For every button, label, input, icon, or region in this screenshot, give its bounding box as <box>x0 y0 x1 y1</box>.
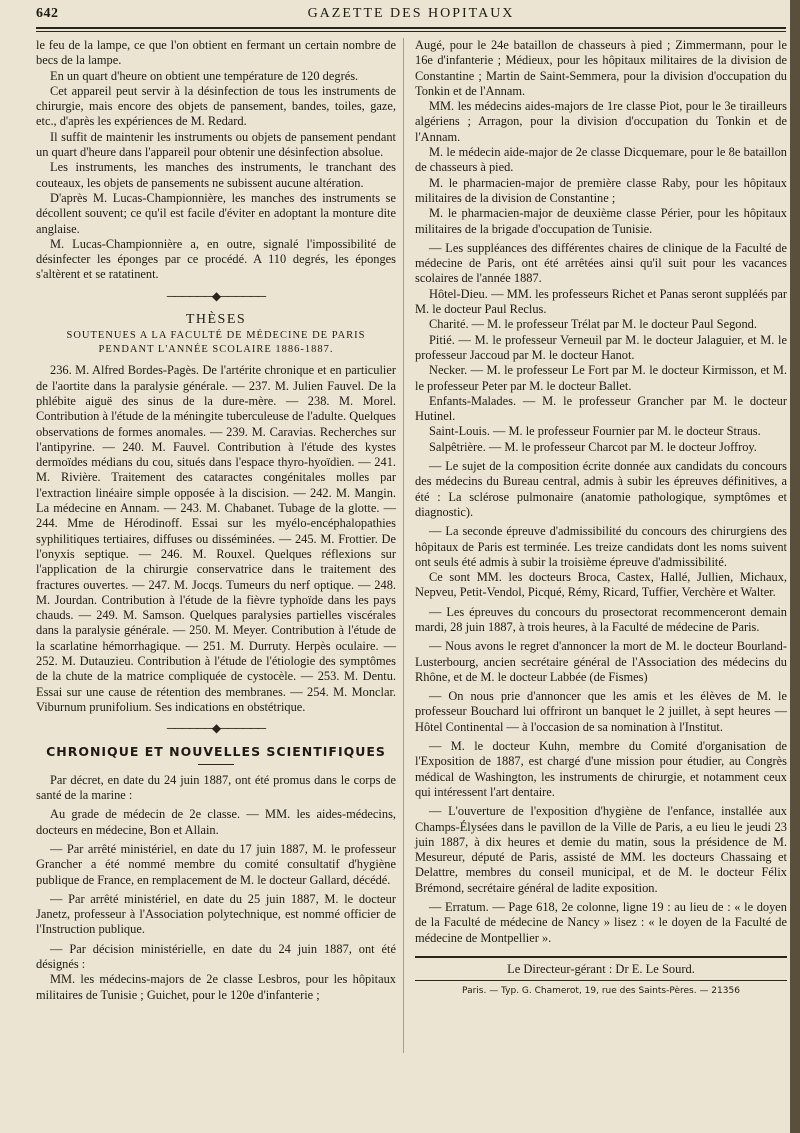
paragraph: Cet appareil peut servir à la désinfection de tous les instruments de chirurgie, mais encore des objets de pansement, bandes, toiles, gaze, etc., d'après les expériences de M. Redard. <box>36 83 396 129</box>
paragraph: Augé, pour le 24e bataillon de chasseurs à pied ; Zimmermann, pour le 16e d'infanterie ; Médieux, pour les hôpitaux militaires de la division de Constantine ; Martin de Saint-Semmera, pour la division d'occupation du Tonkin et de l'Annam. <box>415 38 787 98</box>
left-column <box>36 38 396 1003</box>
paragraph: M. le pharmacien-major de première classe Raby, pour les hôpitaux militaires de la division de Constantine ; <box>415 175 787 205</box>
paragraph: D'après M. Lucas-Championnière, les manches des instruments se décollent souvent; ce qu'il est facile d'éviter en adoptant la monture dite anglaise. <box>36 190 396 236</box>
paragraph: Pitié. — M. le professeur Verneuil par M. le docteur Jalaguier, et M. le professeur Jaccoud par M. le docteur Hanot. <box>415 332 787 362</box>
theses-subheading <box>36 329 396 357</box>
paragraph: — Les épreuves du concours du prosectorat recommenceront demain mardi, 28 juin 1887, à trois heures, à la Faculté de médecine de Paris. <box>415 604 787 634</box>
page-header <box>36 4 786 26</box>
page-edge <box>790 0 800 1133</box>
paragraph: MM. les médecins aides-majors de 1re classe Piot, pour le 3e tirailleurs algériens ; Arragon, pour la division d'occupation du Tonkin et de l'Annam. <box>415 99 787 144</box>
paragraph: — Par décision ministérielle, en date du 24 juin 1887, ont été désignés : <box>36 941 396 972</box>
printer-line: Paris. — Typ. G. Chamerot, 19, rue des Saints-Pères. — 21356 <box>415 980 787 999</box>
paragraph: Les instruments, les manches des instruments, le tranchant des couteaux, les objets de pansements ne subissent aucune altération. <box>36 160 396 190</box>
paragraph: Necker. — M. le professeur Le Fort par M. le docteur Kirmisson, et M. le professeur Peter par M. le docteur Ballet. <box>415 363 787 393</box>
short-rule <box>198 764 234 765</box>
ornament-separator: ──────◆────── <box>166 288 266 303</box>
paragraph: Par décret, en date du 24 juin 1887, ont été promus dans le corps de santé de la marine : <box>36 772 396 803</box>
header-rule-thin <box>36 31 786 32</box>
paragraph: — Erratum. — Page 618, 2e colonne, ligne 19 : au lieu de : « le doyen de la Faculté de médecine de Nancy » lisez : « le doyen de la Faculté de médecine de Montpellier ». <box>415 900 787 945</box>
paragraph: Ce sont MM. les docteurs Broca, Castex, Hallé, Jullien, Michaux, Nepveu, Petit-Vendol, Picqué, Rémy, Ricard, Tuffier, Verchère et Walter. <box>415 570 787 600</box>
paragraph: En un quart d'heure on obtient une température de 120 degrés. <box>50 68 359 83</box>
paragraph: — La seconde épreuve d'admissibilité du concours des chirurgiens des hôpitaux de Paris est terminée. Les treize candidats dont les noms suivent ont seuls été admis à subir la troisième épreuve d'admissibilité. <box>415 524 787 569</box>
paragraph: M. Lucas-Championnière a, en outre, signalé l'impossibilité de désinfecter les éponges par ce procédé. A 110 degrés, les éponges s'altèrent et se ratatinent. <box>36 236 396 282</box>
paragraph: — Par arrêté ministériel, en date du 25 juin 1887, M. le docteur Janetz, professeur à l'Association polytechnique, est nommé officier de l'Instruction publique. <box>36 891 396 937</box>
paragraph: — L'ouverture de l'exposition d'hygiène de l'enfance, installée aux Champs-Élysées dans le pavillon de la Ville de Paris, a eu lieu le jeudi 23 juin 1887, à dix heures et demie du matin, sous la présidence de M. Mesureur, député de Paris, assisté de MM. les docteurs Chassaing et Delattre, membres du conseil municipal, et de M. le docteur Félix Brémond, secrétaire général de ladite exposition. <box>415 804 787 895</box>
theses-subheading-line2: PENDANT L'ANNÉE SCOLAIRE 1886-1887. <box>98 344 334 356</box>
paragraph: Au grade de médecin de 2e classe. — MM. les aides-médecins, docteurs en médecine, Bon et Allain. <box>36 807 396 837</box>
column-divider <box>403 38 404 1053</box>
theses-subheading-line1: SOUTENUES A LA FACULTÉ DE MÉDECINE DE PARIS <box>66 330 366 342</box>
running-title: GAZETTE DES HOPITAUX <box>307 6 515 21</box>
header-rule-thick <box>36 27 786 29</box>
paragraph: Il suffit de maintenir les instruments ou objets de pansement pendant un quart d'heure dans l'appareil pour obtenir une désinfection absolue. <box>36 129 396 160</box>
paragraph: — On nous prie d'annoncer que les amis et les élèves de M. le professeur Bouchard lui offriront un banquet le 2 juillet, à sept heures — Hôtel Continental — à l'occasion de sa nomination à l'Institut. <box>415 689 787 734</box>
director-line: Le Directeur-gérant : Dr E. Le Sourd. <box>507 961 695 976</box>
paragraph: — M. le docteur Kuhn, membre du Comité d'organisation de l'Exposition de 1887, est chargé d'une mission pour étudier, au Congrès médical de Washington, les instruments de chirurgie, et notamment ceux qui intéressent l'art dentaire. <box>415 739 787 799</box>
paragraph: MM. les médecins-majors de 2e classe Lesbros, pour les hôpitaux militaires de Tunisie ; Guichet, pour le 120e d'infanterie ; <box>36 972 396 1002</box>
paragraph: M. le médecin aide-major de 2e classe Dicquemare, pour le 8e bataillon de chasseurs à pied. <box>415 145 787 175</box>
right-column <box>415 38 787 1000</box>
paragraph: Charité. — M. le professeur Trélat par M. le docteur Paul Segond. <box>429 317 757 332</box>
ornament-separator: ──────◆────── <box>166 721 266 736</box>
paragraph: Hôtel-Dieu. — MM. les professeurs Richet et Panas seront suppléés par M. le docteur Paul Reclus. <box>415 286 787 317</box>
paragraph: le feu de la lampe, ce que l'on obtient en fermant un certain nombre de becs de la lampe. <box>36 38 396 68</box>
paragraph: — Le sujet de la composition écrite donnée aux candidats du concours des médecins du Bureau central, admis à subir les épreuves définitives, a été : La sclérose pulmonaire (anatomie pathologique, symptômes et diagnostic). <box>415 459 787 519</box>
paragraph: — Les suppléances des différentes chaires de clinique de la Faculté de médecine de Paris, ont été arrêtées ainsi qu'il suit pour les vacances scolaires de l'année 1887. <box>415 240 787 286</box>
footer-rule <box>415 956 787 958</box>
paragraph: Saint-Louis. — M. le professeur Fournier par M. le docteur Straus. <box>429 424 761 439</box>
paragraph: — Par arrêté ministériel, en date du 17 juin 1887, M. le professeur Grancher a été nommé membre du comité consultatif d'hygiène publique de France, en remplacement de M. le docteur Gallard, décédé. <box>36 841 396 887</box>
page-number: 642 <box>36 6 59 21</box>
theses-heading: THÈSES <box>185 312 247 328</box>
paragraph: Salpêtrière. — M. le professeur Charcot par M. le docteur Joffroy. <box>429 439 757 454</box>
theses-list: 236. M. Alfred Bordes-Pagès. De l'artérite chronique et en particulier de l'aortite dans la paralysie générale. — 237. M. Julien Fauvel. De la phlébite aiguë des sinus de la dure-mère. — 238. M. Morel. Contribution à l'étude de la méningite tuberculeuse de l'adulte. Quelques observations de formes anomales. — 239. M. Caravias. Recherches sur l'antipyrine. — 240. M. Fauvel. Contribution à l'étude des kystes dermoïdes médians du cou, situés dans l'espace thyro-hyoïdien. — 241. M. Rivière. Traitement des cataractes congénitales molles par l'extraction linéaire simple opposée à la discision. — 242. M. Mangin. La médecine en Annam. — 243. M. Chabanet. Tubage de la glotte. — 244. Mme de Hérodinoff. Essai sur les myélo-encéphalopathies syphilitiques tertiaires, diffuses ou disséminées. — 245. M. Frottier. De l'onyxis septique. — 246. M. Rouxel. Quelques réflexions sur l'application de la chirurgie conservatrice dans le traitement des fractures ouvertes. — 247. M. Jocqs. Tumeurs du nerf optique. — 248. M. Jourdan. Contribution à l'étude de la fièvre typhoïde dans les pays chauds. — 249. M. Samson. Quelques paralysies partielles viscérales dans la paralysie générale. — 250. M. Meyer. Contribution à l'étude de la scarlatine hémorrhagique. — 251. M. Durruty. Herpès oculaire. — 252. M. Dutauzieu. Contribution à l'étude de l'étiologie des symptômes de la chute de la matrice compliquée de cystocèle. — 253. M. Dentu. Essai sur une cause de rétention des membranes. — 254. M. Monclar. Viburnum prunifolium. Ses indications en obstétrique. <box>36 363 396 714</box>
paragraph: — Nous avons le regret d'annoncer la mort de M. le docteur Bourland-Lusterbourg, ancien secrétaire général de l'Association des médecins du Rhône, et de M. le docteur Labbée (de Fismes) <box>415 639 787 684</box>
chronique-heading: CHRONIQUE ET NOUVELLES SCIENTIFIQUES <box>46 744 386 760</box>
paragraph: Enfants-Malades. — M. le professeur Grancher par M. le docteur Hutinel. <box>415 393 787 424</box>
paragraph: M. le pharmacien-major de deuxième classe Périer, pour les hôpitaux militaires de la brigade d'occupation de Tunisie. <box>415 206 787 236</box>
